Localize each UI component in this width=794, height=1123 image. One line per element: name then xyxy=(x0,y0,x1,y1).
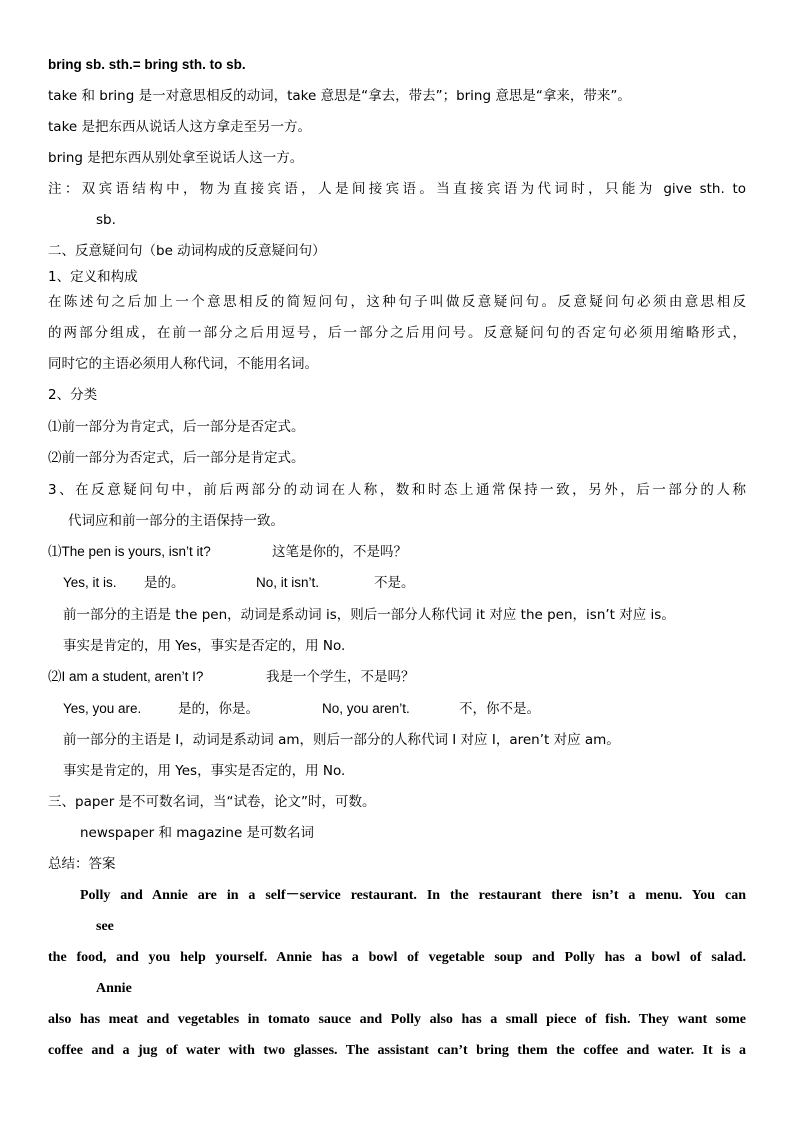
example-2-explanation: 前一部分的主语是 I，动词是系动词 am，则后一部分的人称代词 I 对应 I，aren’t 对应 am。 xyxy=(63,732,620,748)
note-line-2: sb. xyxy=(96,212,116,228)
section-3-line-1: 三、paper 是不可数名词，当“试卷，论文”时，可数。 xyxy=(48,794,376,810)
bring-structure-line: bring sb. sth.= bring sth. to sb. xyxy=(48,57,246,72)
summary-title: 总结：答案 xyxy=(48,856,116,872)
example-2-fact: 事实是肯定的，用 Yes，事实是否定的，用 No. xyxy=(63,763,346,779)
subsection-2-title: 2、分类 xyxy=(48,387,98,403)
take-bring-line: take 和 bring 是一对意思相反的动词，take 意思是“拿去，带去”；bring 意思是“拿来，带来”。 xyxy=(48,88,631,104)
example-2-english: ⑵I am a student, aren’t I? xyxy=(48,669,204,684)
example-1-english: ⑴The pen is yours, isn’t it? xyxy=(48,544,211,559)
example-1-no-chinese: 不是。 xyxy=(374,575,415,591)
passage-line-4: Annie xyxy=(96,981,132,996)
passage-line-5: also has meat and vegetables in tomato sauce and Polly also has a small piece of fish. They want some xyxy=(48,1012,746,1027)
subsection-3-line-1: 3、在反意疑问句中，前后两部分的动词在人称，数和时态上通常保持一致，另外，后一部分的人称 xyxy=(48,482,746,498)
example-1-chinese: 这笔是你的，不是吗？ xyxy=(272,544,407,560)
section-3-line-2: newspaper 和 magazine 是可数名词 xyxy=(80,825,315,841)
take-definition: take 是把东西从说话人这方拿走至另一方。 xyxy=(48,119,311,135)
passage-line-2: see xyxy=(96,919,114,934)
example-1-fact: 事实是肯定的，用 Yes，事实是否定的，用 No. xyxy=(63,638,346,654)
bring-definition: bring 是把东西从别处拿至说话人这一方。 xyxy=(48,150,304,166)
passage-line-6: coffee and a jug of water with two glasses. The assistant can’t bring them the coffee and water. It is a xyxy=(48,1043,746,1058)
example-2-no-english: No, you aren’t. xyxy=(322,701,410,716)
example-1-yes-english: Yes, it is. xyxy=(63,575,117,590)
definition-line-1: 在陈述句之后加上一个意思相反的简短问句，这种句子叫做反意疑问句。反意疑问句必须由意思相反 xyxy=(48,294,746,310)
example-2-chinese: 我是一个学生，不是吗？ xyxy=(266,669,415,685)
classification-2: ⑵前一部分为否定式，后一部分是肯定式。 xyxy=(48,450,305,466)
section-2-title: 二、反意疑问句（be 动词构成的反意疑问句） xyxy=(48,243,326,259)
passage-line-1: Polly and Annie are in a self－service restaurant. In the restaurant there isn’t a menu. You can xyxy=(80,888,746,903)
example-2-yes-english: Yes, you are. xyxy=(63,701,142,716)
definition-line-3: 同时它的主语必须用人称代词，不能用名词。 xyxy=(48,356,318,372)
definition-line-2: 的两部分组成，在前一部分之后用逗号，后一部分之后用问号。反意疑问句的否定句必须用缩略形式， xyxy=(48,325,746,341)
example-2-no-chinese: 不，你不是。 xyxy=(459,701,540,717)
classification-1: ⑴前一部分为肯定式，后一部分是否定式。 xyxy=(48,419,305,435)
note-line-1: 注：双宾语结构中，物为直接宾语，人是间接宾语。当直接宾语为代词时，只能为 give sth. to xyxy=(48,181,746,197)
subsection-1-title: 1、定义和构成 xyxy=(48,269,138,285)
subsection-3-line-2: 代词应和前一部分的主语保持一致。 xyxy=(68,513,284,529)
example-1-no-english: No, it isn’t. xyxy=(256,575,320,590)
passage-line-3: the food, and you help yourself. Annie has a bowl of vegetable soup and Polly has a bowl of salad. xyxy=(48,950,746,965)
example-1-explanation: 前一部分的主语是 the pen，动词是系动词 is，则后一部分人称代词 it 对应 the pen，isn’t 对应 is。 xyxy=(63,607,675,623)
example-1-yes-chinese: 是的。 xyxy=(144,575,185,591)
example-2-yes-chinese: 是的，你是。 xyxy=(178,701,259,717)
